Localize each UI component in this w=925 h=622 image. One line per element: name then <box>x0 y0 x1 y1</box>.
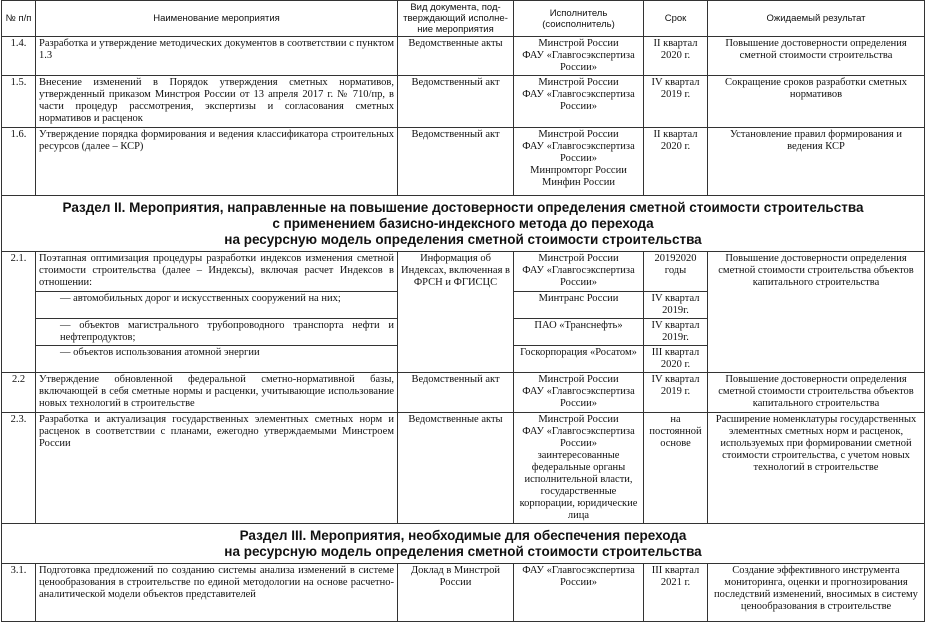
row-name: Утверждение обновленной федеральной сметно-нормативной базы, включающей в себя сметные нормы и расценки, учитывающие использование новых технологий в строительстве <box>36 373 398 413</box>
row-exec <box>514 373 644 413</box>
exec-line: Минстрой России <box>538 374 619 385</box>
table-row <box>2 564 925 622</box>
header-term: Срок <box>644 1 708 37</box>
exec-line: ФАУ «Главгосэкспертиза России» <box>522 265 635 288</box>
row-term: IV квартал 2019 г. <box>644 76 708 128</box>
row-result: Повышение достоверности определения сметной стоимости строительства объектов капитального строительства <box>708 252 925 373</box>
section-heading <box>2 196 925 252</box>
row-num: 2.3. <box>2 413 36 524</box>
row-doc: Информация об Индексах, включенная в ФРСН и ФГИСЦС <box>398 252 514 373</box>
row-result: Сокращение сроков разработки сметных нормативов <box>708 76 925 128</box>
row-doc: Ведомственный акт <box>398 373 514 413</box>
subrow-name: — объектов магистрального трубопроводного транспорта нефти и нефтепродуктов; <box>36 319 398 346</box>
row-num: 1.5. <box>2 76 36 128</box>
row-result: Расширение номенклатуры государственных элементных сметных норм и расценок, используемых при формировании сметной стоимости строительства, с учетом новых технологий в строительстве <box>708 413 925 524</box>
row-name: Разработка и актуализация государственных элементных сметных норм и расценок в соответствии с планами, ежегодно утверждаемыми Минстроем России <box>36 413 398 524</box>
subrow-exec: ПАО «Транснефть» <box>514 319 644 346</box>
table-row <box>2 76 925 128</box>
row-doc: Ведомственный акт <box>398 128 514 196</box>
row-term: 20192020 годы <box>644 252 708 292</box>
row-num: 1.6. <box>2 128 36 196</box>
exec-line: Минстрой России <box>538 77 619 88</box>
row-exec <box>514 37 644 76</box>
header-doc: Вид документа, под-тверждающий исполне-ние мероприятия <box>398 1 514 37</box>
section-title-line: на ресурсную модель определения сметной стоимости строительства <box>224 231 702 247</box>
exec-line: Минпромторг России <box>530 165 627 176</box>
row-doc: Доклад в Минстрой России <box>398 564 514 622</box>
section-heading <box>2 524 925 564</box>
row-term: II квартал 2020 г. <box>644 128 708 196</box>
row-exec <box>514 76 644 128</box>
subrow-term: III квартал 2020 г. <box>644 346 708 373</box>
row-name: Внесение изменений в Порядок утверждения сметных нормативов, утвержденный приказом Минстроя России от 13 апреля 2017 г. № 710/пр, в части процедур рассмотрения, экспертизы и согласования сметных нормативов и расценок <box>36 76 398 128</box>
subrow-name: — объектов использования атомной энергии <box>36 346 398 373</box>
section-heading-row <box>2 524 925 564</box>
subrow-name: — автомобильных дорог и искусственных сооружений на них; <box>36 292 398 319</box>
table-header-row <box>2 1 925 37</box>
row-result: Создание эффективного инструмента мониторинга, оценки и прогнозирования последствий изменений, вносимых в систему ценообразования в строительстве <box>708 564 925 622</box>
section-title-line: на ресурсную модель определения сметной стоимости строительства <box>224 543 702 559</box>
row-num: 3.1. <box>2 564 36 622</box>
row-name: Разработка и утверждение методических документов в соответствии с пунктом 1.3 <box>36 37 398 76</box>
header-name: Наименование мероприятия <box>36 1 398 37</box>
row-exec <box>514 252 644 292</box>
exec-line: ФАУ «Главгосэкспертиза России» <box>522 89 635 112</box>
row-doc: Ведомственные акты <box>398 413 514 524</box>
exec-line: ФАУ «Главгосэкспертиза России» <box>522 50 635 73</box>
exec-line: Минстрой России <box>538 414 619 425</box>
exec-line: Минстрой России <box>538 253 619 264</box>
exec-line: ФАУ «Главгосэкспертиза России» <box>522 141 635 164</box>
row-exec <box>514 413 644 524</box>
row-exec <box>514 128 644 196</box>
row-name: Утверждение порядка формирования и ведения классификатора строительных ресурсов (далее – КСР) <box>36 128 398 196</box>
subrow-term: IV квартал 2019г. <box>644 292 708 319</box>
row-term: II квартал 2020 г. <box>644 37 708 76</box>
exec-line: ФАУ «Главгосэкспертиза России» <box>522 386 635 409</box>
row-name: Подготовка предложений по созданию системы анализа изменений в системе ценообразования в строительстве по единой методологии на основе расчетно-аналитической модели объектов представителей <box>36 564 398 622</box>
table-row <box>2 373 925 413</box>
header-result: Ожидаемый результат <box>708 1 925 37</box>
table-row <box>2 252 925 292</box>
table-row <box>2 128 925 196</box>
exec-line: Минстрой России <box>538 38 619 49</box>
exec-line: Минстрой России <box>538 129 619 140</box>
row-result: Повышение достоверности определения сметной стоимости строительства <box>708 37 925 76</box>
measures-table <box>1 0 925 622</box>
section-title-line: Раздел II. Мероприятия, направленные на повышение достоверности определения сметной стоимости строительства <box>62 199 864 215</box>
section-title-line: с применением базисно-индексного метода до перехода <box>272 215 654 231</box>
table-row <box>2 413 925 524</box>
exec-line: Минфин России <box>542 177 615 188</box>
row-result: Повышение достоверности определения сметной стоимости строительства объектов капитального строительства <box>708 373 925 413</box>
row-term: III квартал 2021 г. <box>644 564 708 622</box>
row-term: IV квартал 2019 г. <box>644 373 708 413</box>
header-exec: Исполнитель (соисполнитель) <box>514 1 644 37</box>
row-exec <box>514 564 644 622</box>
section-heading-row <box>2 196 925 252</box>
section-title-line: Раздел III. Мероприятия, необходимые для обеспечения перехода <box>239 527 687 543</box>
table-row <box>2 37 925 76</box>
row-name: Поэтапная оптимизация процедуры разработки индексов изменения сметной стоимости строительства (далее – Индексы), включая расчет Индексов в отношении: <box>36 252 398 292</box>
exec-line: ФАУ «Главгосэкспертиза России» <box>522 426 635 449</box>
subrow-term: IV квартал 2019г. <box>644 319 708 346</box>
row-doc: Ведомственный акт <box>398 76 514 128</box>
exec-line: ФАУ «Главгосэкспертиза России» <box>522 565 635 588</box>
subrow-exec: Госкорпорация «Росатом» <box>514 346 644 373</box>
row-term: на постоянной основе <box>644 413 708 524</box>
exec-line: заинтересованные федеральные органы исполнительной власти, государственные корпорации, юридические лица <box>519 450 638 521</box>
row-num: 1.4. <box>2 37 36 76</box>
row-doc: Ведомственные акты <box>398 37 514 76</box>
row-result: Установление правил формирования и ведения КСР <box>708 128 925 196</box>
header-num: № п/п <box>2 1 36 37</box>
subrow-exec: Минтранс России <box>514 292 644 319</box>
row-num: 2.2 <box>2 373 36 413</box>
row-num: 2.1. <box>2 252 36 373</box>
